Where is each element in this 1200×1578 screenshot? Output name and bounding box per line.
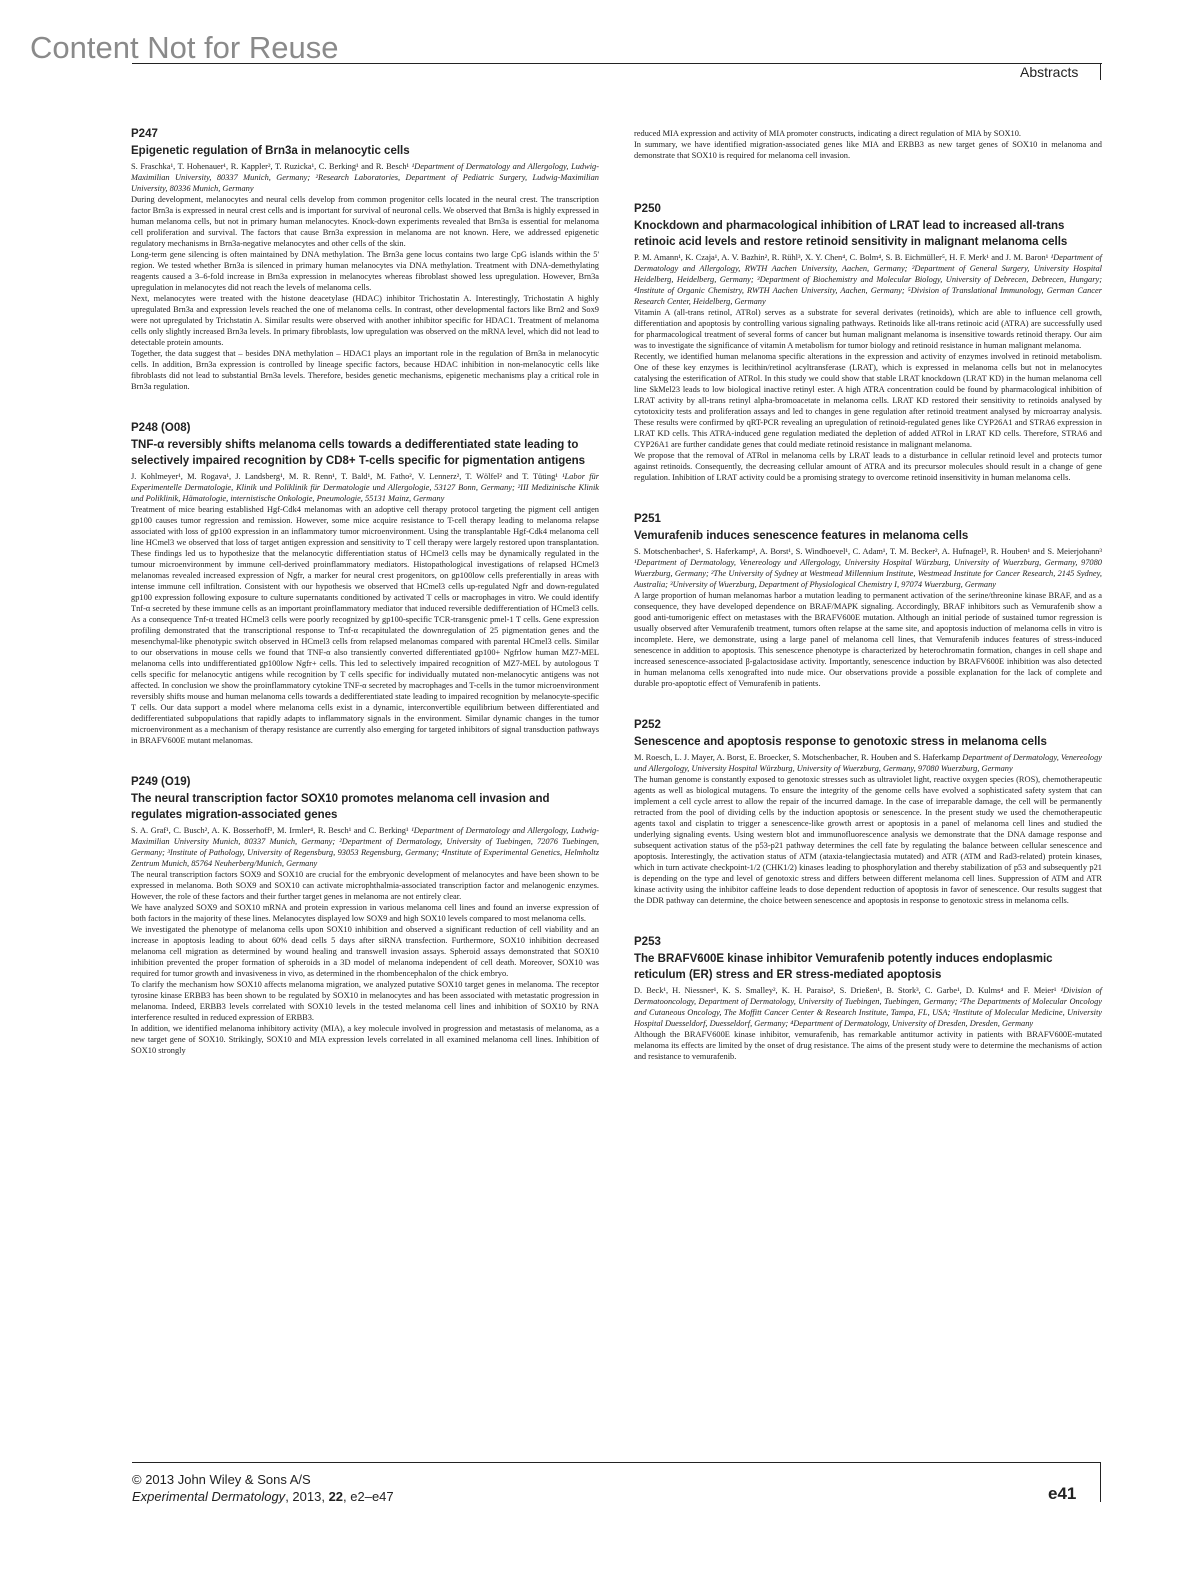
journal-name: Experimental Dermatology	[132, 1489, 286, 1504]
abstract-id: P253	[634, 936, 661, 948]
footer-rule-tick	[1100, 1462, 1101, 1502]
abstract-title: TNF-α reversibly shifts melanoma cells towards a dedifferentiated state leading to selectively impaired recognition by CD8+ T-cells specific for pigmentation antigens	[131, 439, 586, 467]
author-list: S. Fraschka¹, T. Hohenauer¹, R. Kappler², T. Ruzicka¹, C. Berking¹ and R. Besch¹	[131, 162, 412, 171]
abstract-authors	[634, 546, 1102, 590]
abstract-block	[131, 422, 599, 746]
abstract-paragraph: The human genome is constantly exposed to genotoxic stresses such as ultraviolet light, reactive oxygen species (ROS), chemotherapeutic agents as well as biological mutagens. To ensure the integrity of the genome cells have evolved a sophisticated safety system that can implement a cell cycle arrest to allow the repair of the incurred damage. In the case of irreparable damage, the cell will be permanently retracted from the pool of dividing cells by the induction apoptosis or senescence. In the present study we used the chemotherapeutic agents taxol and cisplatin to trigger a senescence-like growth arrest or apoptosis in a panel of melanoma cell lines and studied the underlying signaling events. Using western blot and immunofluorescence analysis we demonstrate that the DNA damage response and subsequent activation status of the p53-p21 pathway determines the cell fate by regulating the balance between cellular senescence and apoptosis. Interestingly, the activation status of ATM (ataxia-telangiectasia mutated) and ATR (ATM and Rad3-related) protein kinases, which in turn activate checkpoint-1/2 (CHK1/2) kinases leading to phosphorylation and thereby stabilization of p53 and subsequently p21 is depending on the type and level of genotoxic stress and differs between different melanoma cell lines. Suppression of ATM and ATR kinase activity using the inhibitor caffeine leads to dose dependent reduction of apoptosis in favor of senescence. Our results suggest that the DDR pathway can determine, the choice between senescence and apoptosis in response to genotoxic stress in melanoma cells.	[634, 775, 1102, 905]
abstract-title: Vemurafenib induces senescence features in melanoma cells	[634, 530, 969, 542]
abstract-authors	[634, 252, 1102, 307]
abstract-id: P250	[634, 203, 661, 215]
abstract-title: The neural transcription factor SOX10 promotes melanoma cell invasion and regulates migration-associated genes	[131, 793, 550, 821]
abstract-block	[634, 513, 1102, 689]
abstract-paragraph: We investigated the phenotype of melanoma cells upon SOX10 inhibition and observed a significant reduction of cell viability and an increase in apoptosis leading to about 60% dead cells 5 days after siRNA transfection. Furthermore, SOX10 inhibition decreased melanoma cell migration as determined by wound healing and transwell invasion assays. Spheroid assays demonstrated that SOX10 inhibition prevented the proper formation of spheroids in a 3D model of melanoma independent of cell death. Moreover, SOX10 was required for tumor growth and invasiveness in vivo, as determined in the rhombencephalon of the chick embryo.	[131, 925, 599, 978]
footer-copyright: © 2013 John Wiley & Sons A/S	[132, 1472, 311, 1487]
citation-pages: , e2–e47	[343, 1489, 394, 1504]
header-rule-tick	[1100, 63, 1101, 80]
footer-citation	[132, 1489, 394, 1504]
author-list: D. Beck¹, H. Niessner¹, K. S. Smalley², K. H. Paraiso², S. Drießen¹, B. Stork³, C. Garbe¹, D. Kulms⁴ and F. Meier¹	[634, 986, 1061, 995]
author-list: M. Roesch, L. J. Mayer, A. Borst, E. Broecker, S. Motschenbacher, R. Houben and S. Haferkamp	[634, 753, 963, 762]
author-affiliations: ¹Department of Dermatology and Allergology, Ludwig-Maximilian University Munich, 80337 Munich, Germany; ²Department of Dermatology, University of Tuebingen, 72076 Tuebingen, Germany; ³Institute of Pathology, University of Regensburg, 93053 Regensburg, Germany; ⁴Institute of Experimental Genetics, Helmholtz Zentrum Munich, 85764 Neuherberg/Munich, Germany	[131, 826, 599, 868]
abstract-paragraph: In summary, we have identified migration-associated genes like MIA and ERBB3 as new target genes of SOX10 in melanoma and demonstrate that SOX10 is required for melanoma cell invasion.	[634, 140, 1102, 160]
abstract-title: Senescence and apoptosis response to genotoxic stress in melanoma cells	[634, 736, 1047, 748]
abstract-authors	[634, 985, 1102, 1029]
abstract-paragraph: Together, the data suggest that – besides DNA methylation – HDAC1 plays an important role in the regulation of Brn3a in melanocytic cells. In addition, Brn3a expression is controlled by lineage specific factors, because HDAC inhibition in non-melanocytic cells like fibroblasts did not lead to substantial Brn3a levels. Therefore, besides genetic mechanisms, epigenetic mechanisms play a critical role in Brn3a regulation.	[131, 349, 599, 391]
author-list: J. Kohlmeyer¹, M. Rogava¹, J. Landsberg¹, M. R. Renn¹, T. Bald¹, M. Fatho², V. Lennerz², T. Wölfel² and T. Tüting¹	[131, 472, 562, 481]
abstract-paragraph: Long-term gene silencing is often maintained by DNA methylation. The Brn3a gene locus contains two large CpG islands within the 5' region. We tested whether Brn3a is silenced in primary human melanocytes via DNA methylation. Treatment with DNA-demethylating reagents caused a 3–6-fold increase in Brn3a expression in melanocytes whereas fibroblast showed less upregulation. However, Brn3a upregulation in melanocytes did not reach the levels of melanoma cells.	[131, 250, 599, 292]
author-affiliations: Department of Dermatology, Venereology und Allergology, University Hospital Würzburg, University of Wuerzburg, Germany, 97080 Wuerzburg, Germany	[634, 753, 1102, 773]
footer-rule	[132, 1462, 1100, 1463]
header-rule	[132, 63, 1102, 64]
citation-volume: 22	[328, 1489, 344, 1504]
page-number: e41	[1048, 1484, 1077, 1503]
abstract-paragraph: During development, melanocytes and neural cells develop from common progenitor cells located in the neural crest. The transcription factor Brn3a is expressed in neural crest cells and is important for survival of neuronal cells. We observed that Brn3a is highly expressed in human melanoma cells, but not in primary human melanocytes. Knock-down experiments revealed that Brn3a is essential for melanoma cell proliferation and survival. The factors that cause Brn3a expression in melanoma are not known. Here, we addressed epigenetic regulatory mechanisms in Brn3a-negative melanocytes and other cells of the skin.	[131, 195, 599, 248]
abstract-block	[634, 936, 1102, 1062]
abstract-id: P248 (O08)	[131, 422, 191, 434]
abstract-block	[131, 776, 599, 1056]
abstract-id: P247	[131, 128, 158, 140]
abstract-authors	[634, 752, 1102, 774]
abstract-block	[634, 719, 1102, 906]
abstract-paragraph: We have analyzed SOX9 and SOX10 mRNA and protein expression in various melanoma cell lines and found an inverse expression of both factors in the majority of these lines. Melanocytes displayed low SOX9 and high SOX10 levels compared to most melanoma cells.	[131, 903, 599, 923]
abstract-paragraph: Recently, we identified human melanoma specific alterations in the expression and activity of enzymes involved in retinoid metabolism. One of these key enzymes is lecithin/retinol acyltransferase (LRAT), which is expressed in melanoma cells but not in melanocytes catalysing the esterification of ATRol. In this study we could show that stable LRAT knockdown (LRAT KD) in the human melanoma cell line SkMel23 leads to low biological inactive retinyl ester. A high ATRA concentration could be found by pharmacological inhibition of LRAT activity by all-trans retinyl alpha-bromoacetate in melanoma cells. LRAT KD restored their sensitivity to retinoids analysed by cytotoxicity tests and proliferation assays and led to changes in gene regulation after retinoid treatment analysed by microarray analysis. These results were confirmed by qRT-PCR revealing an upregulation of retinoid-regulated genes like CYP26A1 and STRA6 expression in LRAT KD cells. This ATRA-induced gene regulation mediated the depletion of added ATRol in LRAT KD cells. Therefore, STRA6 and CYP26A1 are further candidate genes that could mediate retinoid resistance in malignant melanoma.	[634, 352, 1102, 449]
author-list: P. M. Amann¹, K. Czaja¹, A. V. Bazhin², R. Rühl³, X. Y. Chen⁴, C. Bolm⁴, S. B. Eichmüller⁵, H. F. Merk¹ and J. M. Baron¹	[634, 253, 1051, 262]
abstract-paragraph: In addition, we identified melanoma inhibitory activity (MIA), a key molecule involved in progression and metastasis of melanoma, as a new target gene of SOX10. Strikingly, SOX10 and MIA expression levels correlated in all examined melanoma cell lines. Inhibition of SOX10 strongly	[131, 1024, 599, 1055]
author-list: S. Motschenbacher¹, S. Haferkamp¹, A. Borst¹, S. Windhoevel¹, C. Adam¹, T. M. Becker², A. Hufnagel³, R. Houben¹ and S. Meierjohann³	[634, 547, 1102, 556]
abstract-id: P249 (O19)	[131, 776, 191, 788]
abstract-paragraph: Treatment of mice bearing established Hgf-Cdk4 melanomas with an adoptive cell therapy protocol targeting the pigment cell antigen gp100 causes tumor regression and remission. However, some mice acquire resistance to T-cell therapy leading to melanoma relapse associated with loss of gp100 expression in an inflammatory tumor microenvironment. Using the transplantable Hgf-Cdk4 melanoma cell line HCmel3 we observed that loss of target antigen expression and sensitivity to T cell therapy were largely restored upon transplantation. These findings led us to hypothesize that the melanocytic differentiation status of HCmel3 cells may be dynamically regulated in the tumour microenvironment by immune cell-derived proinflammatory mediators. Histopathological investigations of relapsed HCmel3 melanomas revealed increased expression of Ngfr, a marker for neural crest progenitors, on gp100low cells preferentially in areas with intense immune cell infiltration. Consistent with our hypothesis we observed that HCmel3 cells up-regulated Ngfr and down-regulated gp100 expression following exposure to culture supernatants conditioned by activated T cells or macrophages in vitro. We could identify Tnf-α secreted by these immune cells as an important proinflammatory mediator that induced reversible dedifferentiation of HCmel3 cells. As a consequence Tnf-α treated HCmel3 cells were poorly recognized by gp100-specific TCR-transgenic pmel-1 T cells. Gene expression profiling demonstrated that the transcriptional response to Tnf-α recapitulated the downregulation of 25 pigmentation genes and the mesenchymal-like phenotypic switch observed in HCmel3 cells from relapsed melanomas compared with parental HCmel3 cells. Similar to our observations in mouse cells we found that TNF-α also transiently converted differentiated gp100+ Ngfrlow human MZ7-MEL melanoma cells into undifferentiated gp100low Ngfr+ cells. This led to selectively impaired recognition of MZ7-MEL by autologous T cells specific for melanocytic antigens while recognition by T cells specific for individually mutated non-melanocytic antigens was not affected. In conclusion we show the proinflammatory cytokine TNF-α secreted by macrophages and T-cells in the tumor microenvironment reversibly shifts mouse and human melanoma cells towards a dedifferentiated state leading to impaired recognition by melanocyte-specific T cells. Our data support a model where melanoma cells exist in a dynamic, interconvertible equilibrium between differentiated and dedifferentiated subpopulations that rapidly adapts to inflammatory signals in the environment. Similar dynamic changes in the tumor microenvironment as a mechanism of therapy resistance are currently also emerging for targeted inhibitors of signal transduction pathways in BRAFV600E mutant melanomas.	[131, 505, 599, 745]
abstract-paragraph: The neural transcription factors SOX9 and SOX10 are crucial for the embryonic development of melanocytes and have been shown to be expressed in melanoma. Both SOX9 and SOX10 can activate microphthalmia-associated transcription factor and melanogenic enzymes. However, the role of these factors and their further target genes in melanoma are not entirely clear.	[131, 870, 599, 901]
author-affiliations: ¹Labor für Experimentelle Dermatologie, Klinik und Poliklinik für Dermatologie und Allergologie, 53127 Bonn, Germany; ²III Medizinische Klinik und Poliklinik, Hämatologie, internistische Onkologie, Pneumologie, 55131 Mainz, Germany	[131, 472, 599, 503]
citation-year: , 2013,	[285, 1489, 329, 1504]
abstract-paragraph: We propose that the removal of ATRol in melanoma cells by LRAT leads to a disturbance in cellular retinoid level and protects tumor against retinoids. Consequently, the decreasing cellular amount of ATRA and its precursor molecules should result in a change of gene regulation. Inhibition of LRAT activity could be a promising strategy to overcome retinoid insensitivity in human melanoma cells.	[634, 451, 1102, 482]
abstract-paragraph: To clarify the mechanism how SOX10 affects melanoma migration, we analyzed putative SOX10 target genes in melanoma. The receptor tyrosine kinase ERBB3 has been shown to be regulated by SOX10 in melanocytes and has been associated with metastatic progression in melanoma. Indeed, ERBB3 levels correlated with SOX10 levels in the tested melanoma cell lines and inhibition of SOX10 by RNA interference resulted in reduced expression of ERBB3.	[131, 980, 599, 1022]
author-list: S. A. Graf¹, C. Busch², A. K. Bosserhoff³, M. Irmler⁴, R. Besch¹ and C. Berking¹	[131, 826, 412, 835]
abstract-id: P252	[634, 719, 661, 731]
abstract-paragraph: A large proportion of human melanomas harbor a mutation leading to permanent activation of the serine/threonine kinase BRAF, and as a consequence, they have developed dependence on BRAF/MAPK signaling. Accordingly, BRAF inhibitors such as Vemurafenib show a good anti-tumorigenic effect on metastases with the BRAFV600E mutation. Although an initial periode of sustained tumor regression is usually observed after Vemurafenib treatment, tumors often relapse at the same site, and apoptosis induction of melanoma cells in vitro is incomplete. Here, we demonstrate, using a large panel of melanoma cell lines, that Vemurafenib induces features of stress-induced senescence in addition to apoptosis. This senescence phenotype is characterized by heterochromatin formation, changes in cell shape and increased senescence-associated β-galactosidase activity. Importantly, senescence induction by BRAFV600E inhibition was also detected in human melanoma cells xenografted into nude mice. Our observations provide a possible explanation for the lack of complete and durable pro-apoptotic effect of Vemurafenib in patients.	[634, 591, 1102, 688]
abstract-block	[131, 128, 599, 392]
abstract-paragraph: Although the BRAFV600E kinase inhibitor, vemurafenib, has remarkable antitumor activity in patients with BRAFV600E-mutated melanoma its effects are limited by the onset of drug resistance. The aims of the present study were to determine the mechanisms of action and resistance to vemurafenib.	[634, 1030, 1102, 1061]
abstract-authors	[131, 471, 599, 504]
abstract-block	[634, 128, 1102, 161]
watermark-text: Content Not for Reuse	[30, 30, 339, 65]
abstract-authors	[131, 161, 599, 194]
abstract-authors	[131, 825, 599, 869]
author-affiliations: ¹Department of Dermatology and Allergology, Ludwig-Maximilian University, 80337 Munich, Germany; ²Research Laboratories, Department of Pediatric Surgery, Ludwig-Maximilian University, 80336 Munich, Germany	[131, 162, 600, 193]
right-column	[634, 128, 1102, 1092]
author-affiliations: ¹Department of Dermatology and Allergology, RWTH Aachen University, Aachen, Germany; ²Department of General Surgery, University Hospital Heidelberg, Heidelberg, Germany; ³Department of Biochemistry and Molecular Biology, University of Debrecen, Debrecen, Hungary; ⁴Institute of Organic Chemistry, RWTH Aachen University, Aachen, Germany; ⁵Division of Translational Immunology, German Cancer Research Center, Heidelberg, Germany	[634, 253, 1102, 306]
abstract-paragraph: Vitamin A (all-trans retinol, ATRol) serves as a substrate for several derivates (retinoids), which are able to influence cell growth, differentiation and apoptosis by controlling various signaling pathways. Retinoids like all-trans retinoic acid (ATRA) are successfully used for pharmacological treatment of several forms of cancer but human malignant melanoma is insensitive towards retinoid therapy. Our aim was to investigate the significance of vitamin A metabolism for tumor biology and retinoid resistance in human malignant melanoma.	[634, 308, 1102, 350]
author-affiliations: ¹Division of Dermatooncology, Department of Dermatology, University of Tuebingen, Tuebingen, Germany; ²The Departments of Molecular Oncology and Cutaneous Oncology, The Moffitt Cancer Center & Research Institute, Tampa, FL, USA; ³Institute of Molecular Medicine, University Hospital Duesseldorf, Duesseldorf, Germany; ⁴Department of Dermatology, University of Dresden, Dresden, Germany	[634, 986, 1103, 1028]
section-label: Abstracts	[1020, 64, 1079, 80]
abstract-id: P251	[634, 513, 661, 525]
left-column	[131, 128, 599, 1086]
abstract-paragraph: reduced MIA expression and activity of MIA promoter constructs, indicating a direct regulation of MIA by SOX10.	[634, 129, 1022, 138]
author-affiliations: ¹Department of Dermatology, Venereology und Allergology, University Hospital Würzburg, University of Wuerzburg, Germany, 97080 Wuerzburg, Germany; ²The University of Sydney at Westmead Millennium Institute, Westmead Institute for Cancer Research, 2145 Sydney, Australia; ³University of Wuerzburg, Department of Physiological Chemistry I, 97074 Wuerzburg, Germany	[634, 558, 1102, 589]
abstract-title: The BRAFV600E kinase inhibitor Vemurafenib potently induces endoplasmic reticulum (ER) stress and ER stress-mediated apoptosis	[634, 953, 1053, 981]
abstract-block	[634, 203, 1102, 483]
abstract-paragraph: Next, melanocytes were treated with the histone deacetylase (HDAC) inhibitor Trichostatin A. Interestingly, Trichostatin A highly upregulated Brn3a and expression levels reached the one of melanoma cells. In contrast, other developmental factors like Brn2 and Sox9 were not upregulated by Trichstatin A. Similar results were observed with another inhibitor specific for HDAC1. Treatment of melanoma cells only slightly increased Brn3a levels. In primary fibroblasts, low upregulation was observed on the mRNA level, which did not lead to detectable protein amounts.	[131, 294, 599, 347]
abstract-title: Epigenetic regulation of Brn3a in melanocytic cells	[131, 145, 410, 157]
abstract-title: Knockdown and pharmacological inhibition of LRAT lead to increased all-trans retinoic acid levels and restore retinoid sensitivity in malignant melanoma cells	[634, 220, 1068, 248]
